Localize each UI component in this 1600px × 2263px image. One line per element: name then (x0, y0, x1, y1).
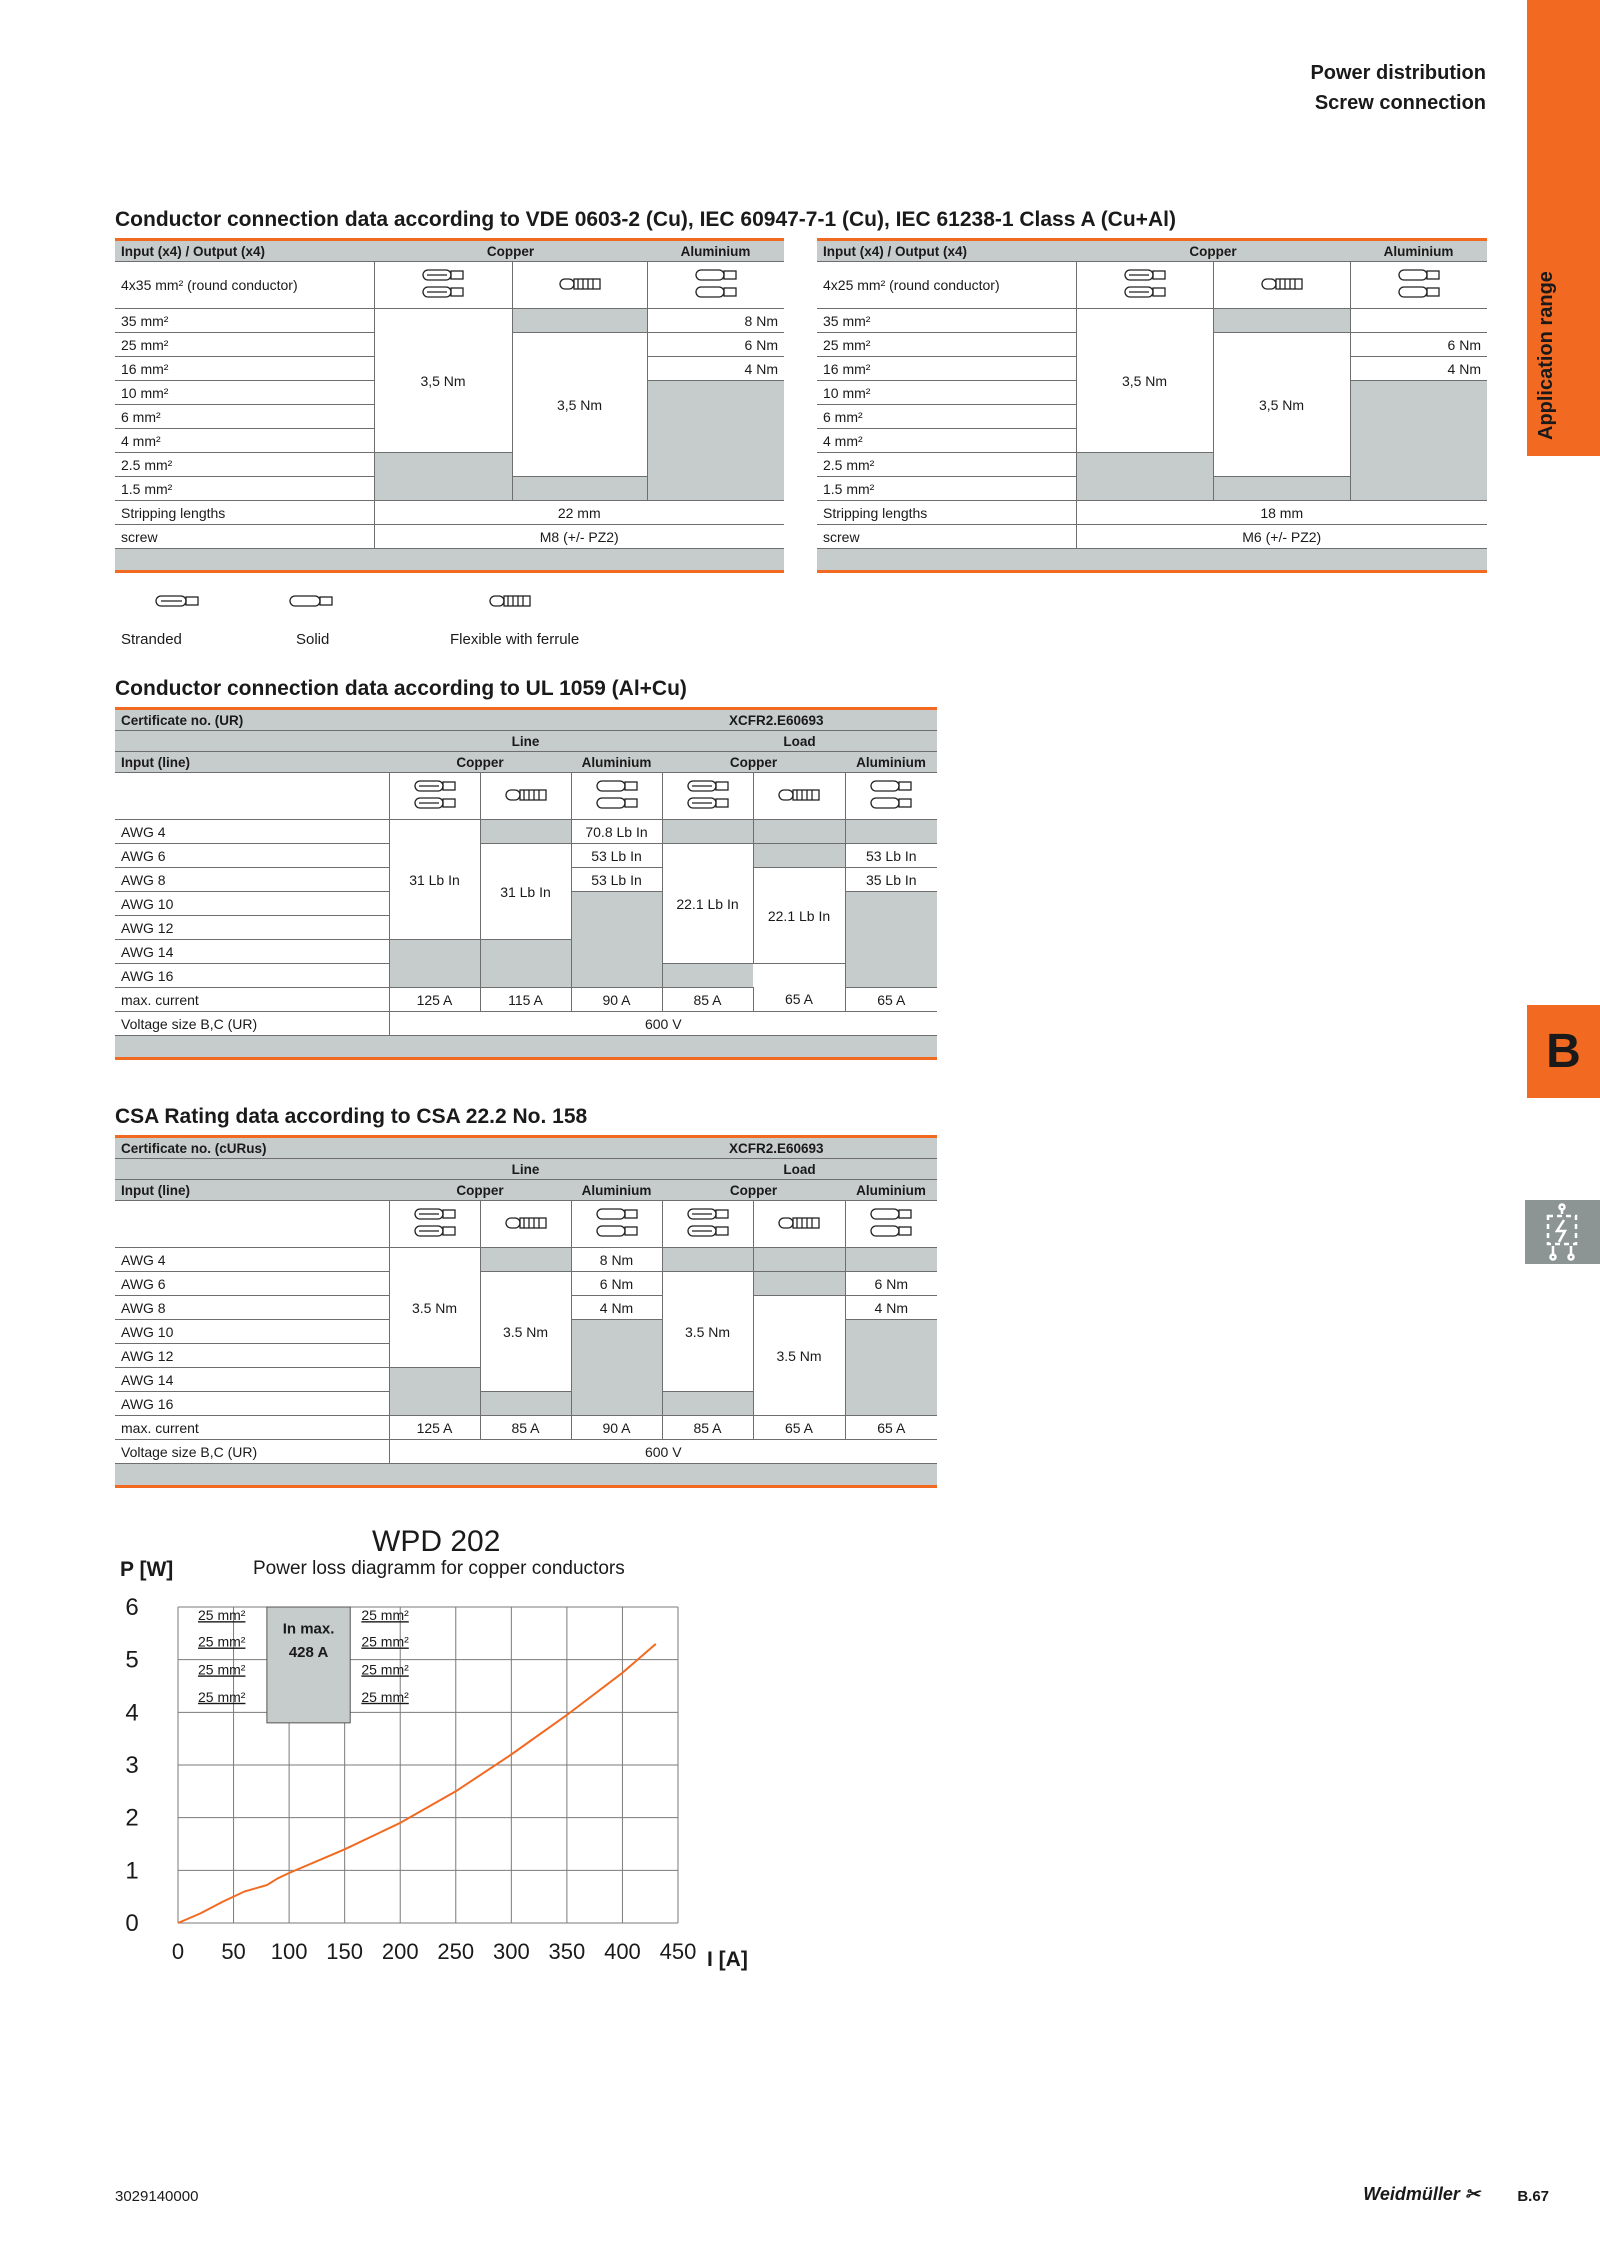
ul-current: 115 A (480, 988, 571, 1012)
csa-cert-label: Certificate no. (cURus) (115, 1137, 389, 1159)
vde-right-screw-label: screw (817, 525, 1076, 549)
x-tick-label: 200 (381, 1939, 419, 1964)
in-max-label: In max. (282, 1620, 335, 1638)
ul-table (115, 707, 937, 1060)
legend-flexible-icon (487, 592, 533, 615)
ul-load-cu-stranded: 22.1 Lb In (662, 844, 753, 964)
csa-row: AWG 4 (115, 1248, 389, 1272)
csa-input-header: Input (line) (115, 1180, 389, 1201)
vde-left-row: 10 mm² (115, 381, 374, 405)
csa-section-title: CSA Rating data according to CSA 22.2 No. 158 (115, 1105, 588, 1128)
csa-load-header: Load (662, 1159, 937, 1180)
aluminium-conductor-icon (593, 1206, 641, 1243)
ul-current-label: max. current (115, 988, 389, 1012)
chart-x-label: I [A] (707, 1948, 748, 1971)
vde-left-cu-stranded: 3,5 Nm (374, 309, 512, 453)
x-tick-label: 0 (171, 1939, 185, 1964)
ul-line-al-1: 53 Lb In (571, 844, 662, 868)
csa-row: AWG 16 (115, 1392, 389, 1416)
ul-cert-label: Certificate no. (UR) (115, 709, 389, 731)
ul-current: 65 A (845, 988, 937, 1012)
vde-left-h-aluminium: Aluminium (647, 240, 784, 262)
chart-y-label: P [W] (120, 1558, 174, 1581)
page-header (1310, 58, 1486, 118)
stranded-conductor-icon (684, 1206, 732, 1243)
flexible-ferrule-icon (776, 785, 822, 808)
ul-voltage-label: Voltage size B,C (UR) (115, 1012, 389, 1036)
csa-line-aluminium: Aluminium (571, 1180, 662, 1201)
csa-row: AWG 12 (115, 1344, 389, 1368)
vde-table-right (817, 238, 1487, 573)
x-tick-label: 250 (437, 1939, 475, 1964)
ul-section-title: Conductor connection data according to UL 1059 (Al+Cu) (115, 677, 687, 700)
annotation-left-label: 25 mm² (198, 1633, 246, 1650)
ul-input-header: Input (line) (115, 752, 389, 773)
ul-voltage: 600 V (389, 1012, 937, 1036)
section-b-tab[interactable] (1527, 1005, 1600, 1098)
vde-left-strip-val: 22 mm (374, 501, 784, 525)
power-loss-curve (178, 1644, 656, 1923)
vde-left-screw-val: M8 (+/- PZ2) (374, 525, 784, 549)
power-loss-chart (110, 1585, 710, 1975)
vde-right-row: 1.5 mm² (817, 477, 1076, 501)
y-tick-label: 2 (125, 1804, 139, 1832)
stranded-conductor-icon (419, 267, 467, 304)
brand-logo (1363, 2184, 1480, 2205)
csa-load-copper: Copper (662, 1180, 845, 1201)
section-letter: B (1546, 1025, 1581, 1078)
ul-line-al-2: 53 Lb In (571, 868, 662, 892)
csa-line-al-1: 6 Nm (571, 1272, 662, 1296)
legend-flexible-label: Flexible with ferrule (450, 631, 580, 648)
aluminium-conductor-icon (593, 778, 641, 815)
vde-right-strip-val: 18 mm (1076, 501, 1487, 525)
csa-line-cu-flex: 3.5 Nm (480, 1272, 571, 1392)
chart-grid (178, 1607, 678, 1923)
ul-line-copper: Copper (389, 752, 571, 773)
vde-right-h-aluminium: Aluminium (1350, 240, 1487, 262)
y-tick-label: 6 (125, 1594, 139, 1621)
power-distribution-tab[interactable] (1525, 1200, 1600, 1264)
flexible-ferrule-icon (503, 1213, 549, 1236)
x-tick-label: 150 (326, 1939, 364, 1964)
csa-load-cu-flex: 3.5 Nm (753, 1296, 845, 1416)
header-line-2: Screw connection (1314, 92, 1486, 114)
flexible-ferrule-icon (1259, 274, 1305, 297)
annotation-right-label: 25 mm² (361, 1688, 409, 1705)
csa-current: 85 A (480, 1416, 571, 1440)
x-tick-label: 400 (604, 1939, 641, 1964)
csa-current: 85 A (662, 1416, 753, 1440)
brand-name: Weidmüller (1363, 2184, 1460, 2204)
chart-subtitle: Power loss diagramm for copper conductors (253, 1558, 625, 1579)
ul-row: AWG 10 (115, 892, 389, 916)
csa-voltage-label: Voltage size B,C (UR) (115, 1440, 389, 1464)
power-distribution-icon (1525, 1200, 1600, 1264)
csa-line-header: Line (389, 1159, 662, 1180)
csa-row: AWG 8 (115, 1296, 389, 1320)
vde-right-row: 25 mm² (817, 333, 1076, 357)
vde-left-row: 6 mm² (115, 405, 374, 429)
vde-left-al-1: 6 Nm (647, 333, 784, 357)
application-range-label: Application range (1535, 271, 1557, 440)
ul-load-al-0: 53 Lb In (845, 844, 937, 868)
vde-left-screw-label: screw (115, 525, 374, 549)
vde-right-row: 2.5 mm² (817, 453, 1076, 477)
y-tick-label: 5 (125, 1646, 139, 1674)
csa-cert-value: XCFR2.E60693 (389, 1137, 937, 1159)
in-max-value: 428 A (288, 1644, 329, 1662)
ul-row: AWG 8 (115, 868, 389, 892)
csa-load-al-0: 6 Nm (845, 1272, 937, 1296)
y-tick-label: 3 (125, 1752, 139, 1779)
vde-left-row: 16 mm² (115, 357, 374, 381)
legend-stranded-label: Stranded (121, 631, 182, 648)
vde-right-conductor: 4x25 mm² (round conductor) (817, 262, 1076, 309)
legend-stranded-icon (153, 592, 201, 615)
ul-row: AWG 6 (115, 844, 389, 868)
ul-row: AWG 14 (115, 940, 389, 964)
aluminium-conductor-icon (867, 778, 915, 815)
annotation-right-label: 25 mm² (361, 1633, 409, 1650)
vde-left-row: 35 mm² (115, 309, 374, 333)
csa-load-cu-stranded: 3.5 Nm (662, 1272, 753, 1392)
ul-row: AWG 16 (115, 964, 389, 988)
x-tick-label: 300 (492, 1939, 530, 1964)
csa-line-al-0: 8 Nm (571, 1248, 662, 1272)
annotation-left-label: 25 mm² (198, 1688, 246, 1705)
annotation-right-label: 25 mm² (361, 1607, 409, 1624)
vde-right-h-input: Input (x4) / Output (x4) (817, 240, 1076, 262)
vde-right-row: 16 mm² (817, 357, 1076, 381)
article-number: 3029140000 (115, 2188, 199, 2205)
ul-load-al-1: 35 Lb In (845, 868, 937, 892)
csa-voltage: 600 V (389, 1440, 937, 1464)
vde-right-screw-val: M6 (+/- PZ2) (1076, 525, 1487, 549)
csa-load-al-1: 4 Nm (845, 1296, 937, 1320)
vde-right-al-1: 4 Nm (1350, 357, 1487, 381)
vde-left-strip-label: Stripping lengths (115, 501, 374, 525)
vde-right-strip-label: Stripping lengths (817, 501, 1076, 525)
stranded-conductor-icon (684, 778, 732, 815)
chart-annotation (198, 1607, 409, 1723)
vde-right-h-copper: Copper (1076, 240, 1350, 262)
flexible-ferrule-icon (557, 274, 603, 297)
vde-right-al-0: 6 Nm (1350, 333, 1487, 357)
csa-current: 65 A (753, 1416, 845, 1440)
x-tick-label: 350 (548, 1939, 586, 1964)
aluminium-conductor-icon (692, 267, 740, 304)
ul-load-header: Load (662, 731, 937, 752)
flexible-ferrule-icon (776, 1213, 822, 1236)
application-range-tab[interactable] (1527, 0, 1600, 456)
vde-left-al-2: 4 Nm (647, 357, 784, 381)
ul-load-cu-flex: 22.1 Lb In (753, 868, 845, 964)
ul-load-copper: Copper (662, 752, 845, 773)
vde-right-cu-stranded: 3,5 Nm (1076, 309, 1213, 453)
csa-load-aluminium: Aluminium (845, 1180, 937, 1201)
stranded-conductor-icon (1121, 267, 1169, 304)
aluminium-conductor-icon (1395, 267, 1443, 304)
ul-current: 65 A (753, 988, 845, 1012)
csa-current: 90 A (571, 1416, 662, 1440)
vde-section-title: Conductor connection data according to VDE 0603-2 (Cu), IEC 60947-7-1 (Cu), IEC 61238-1 Class A (Cu+Al) (115, 208, 1176, 231)
x-tick-label: 50 (221, 1939, 246, 1964)
csa-line-cu-stranded: 3.5 Nm (389, 1248, 480, 1368)
y-tick-label: 0 (125, 1910, 139, 1937)
csa-current-label: max. current (115, 1416, 389, 1440)
csa-line-al-2: 4 Nm (571, 1296, 662, 1320)
ul-row: AWG 4 (115, 820, 389, 844)
vde-left-al-0: 8 Nm (647, 309, 784, 333)
csa-row: AWG 14 (115, 1368, 389, 1392)
csa-current: 125 A (389, 1416, 480, 1440)
ul-current: 90 A (571, 988, 662, 1012)
vde-left-h-input: Input (x4) / Output (x4) (115, 240, 374, 262)
vde-right-row: 4 mm² (817, 429, 1076, 453)
csa-row: AWG 6 (115, 1272, 389, 1296)
vde-left-h-copper: Copper (374, 240, 647, 262)
ul-cert-value: XCFR2.E60693 (389, 709, 937, 731)
vde-table-left (115, 238, 784, 573)
legend-solid-icon (287, 592, 335, 615)
csa-current: 65 A (845, 1416, 937, 1440)
annotation-right-label: 25 mm² (361, 1661, 409, 1678)
csa-row: AWG 10 (115, 1320, 389, 1344)
ul-current: 85 A (662, 988, 753, 1012)
ul-line-al-0: 70.8 Lb In (571, 820, 662, 844)
vde-left-conductor: 4x35 mm² (round conductor) (115, 262, 374, 309)
ul-line-cu-stranded: 31 Lb In (389, 820, 480, 940)
ul-load-aluminium: Aluminium (845, 752, 937, 773)
aluminium-conductor-icon (867, 1206, 915, 1243)
vde-right-row: 6 mm² (817, 405, 1076, 429)
page-number: B.67 (1517, 2188, 1549, 2205)
vde-left-row: 2.5 mm² (115, 453, 374, 477)
vde-right-cu-flex: 3,5 Nm (1213, 333, 1350, 477)
header-line-1: Power distribution (1310, 62, 1486, 84)
y-tick-label: 4 (125, 1699, 139, 1727)
vde-left-row: 25 mm² (115, 333, 374, 357)
vde-right-row: 35 mm² (817, 309, 1076, 333)
stranded-conductor-icon (411, 778, 459, 815)
y-tick-label: 1 (125, 1857, 139, 1885)
brand-icon: ✂ (1464, 2184, 1480, 2204)
ul-current: 125 A (389, 988, 480, 1012)
vde-left-row: 4 mm² (115, 429, 374, 453)
csa-table (115, 1135, 937, 1488)
ul-line-aluminium: Aluminium (571, 752, 662, 773)
x-tick-label: 100 (270, 1939, 308, 1964)
annotation-left-label: 25 mm² (198, 1661, 246, 1678)
stranded-conductor-icon (411, 1206, 459, 1243)
ul-row: AWG 12 (115, 916, 389, 940)
vde-left-cu-flex: 3,5 Nm (512, 333, 647, 477)
flexible-ferrule-icon (503, 785, 549, 808)
vde-right-row: 10 mm² (817, 381, 1076, 405)
annotation-left-label: 25 mm² (198, 1607, 246, 1624)
x-tick-label: 450 (659, 1939, 697, 1964)
ul-line-cu-flex: 31 Lb In (480, 844, 571, 940)
vde-left-row: 1.5 mm² (115, 477, 374, 501)
csa-line-copper: Copper (389, 1180, 571, 1201)
chart-title: WPD 202 (372, 1525, 501, 1558)
ul-line-header: Line (389, 731, 662, 752)
legend-solid-label: Solid (296, 631, 330, 648)
